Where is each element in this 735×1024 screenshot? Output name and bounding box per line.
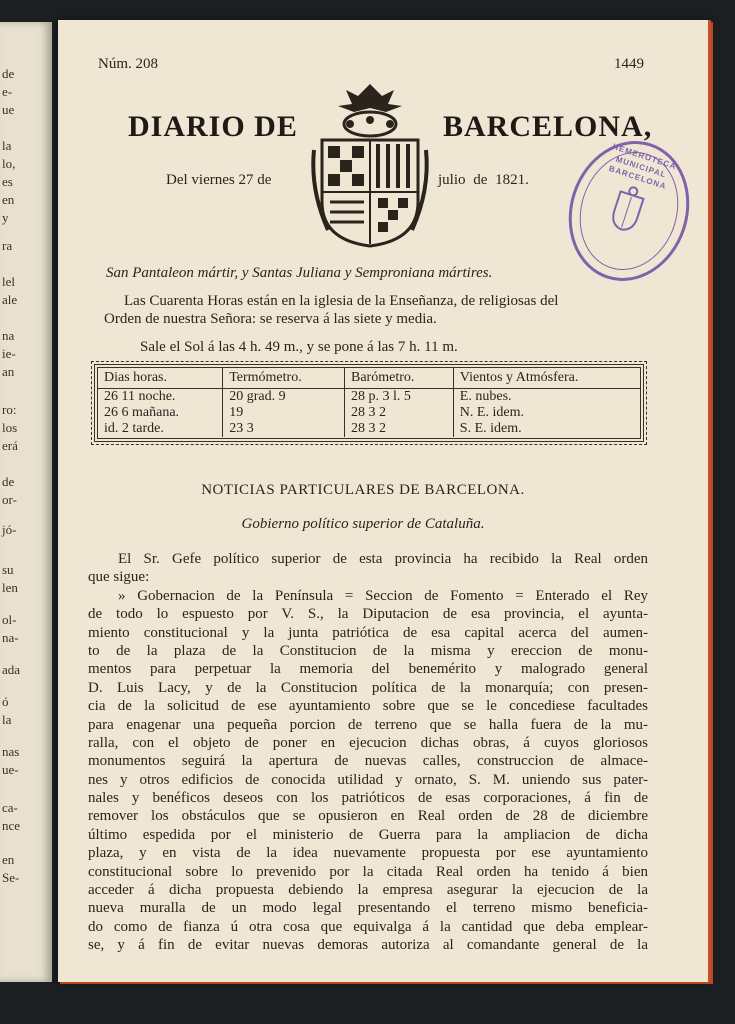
adjacent-page-fragment: erá <box>2 438 18 453</box>
adjacent-page-fragment: lel <box>2 274 15 289</box>
subsection-title: Gobierno político superior de Cataluña. <box>241 516 485 532</box>
weather-cell: 26 6 mañana. <box>98 405 223 421</box>
masthead-title-left: DIARIO DE <box>128 110 298 143</box>
adjacent-page-fragment: ra <box>2 238 13 253</box>
weather-col-barometro: Barómetro. <box>345 368 454 389</box>
adjacent-page-fragment: e- <box>2 84 13 99</box>
adjacent-page-fragment: na <box>2 328 15 343</box>
adjacent-page-fragment: en <box>2 192 15 207</box>
article-line: » Gobernacion de la Península = Seccion de Fomento = Enterado el Rey <box>118 587 648 604</box>
adjacent-page-fragment: de <box>2 66 15 81</box>
adjacent-page-fragment: an <box>2 364 15 379</box>
article-line: miento constitucional y la junta patriótica de esa capital acerca del aumen- <box>88 624 648 641</box>
article-line: monumentos seguirá la apertura de nuevas calles, construccion de almace- <box>88 753 648 770</box>
weather-header-row <box>98 368 640 389</box>
article-line: ralla, con el objeto de poner en ejecucion dichas obras, á cuyos gloriosos <box>88 734 648 751</box>
article-line: do como de fianza ú otra cosa que equivalga á la cantidad que deba emplear- <box>88 918 648 935</box>
adjacent-page-fragment: jó- <box>2 522 17 537</box>
article-line: para enagenar una pequeña porcion de terreno que se halla fuera de la mu- <box>88 716 648 733</box>
article-line: plaza, y en vista de la idea nuevamente propuesta por ese ayuntamiento <box>88 845 648 862</box>
weather-cell: 26 11 noche. <box>98 389 223 406</box>
weather-row <box>98 389 640 406</box>
article-line: El Sr. Gefe político superior de esta provincia ha recibido la Real orden <box>118 551 648 567</box>
article-line: constitucional sobre lo prevenido por la citada Real orden ha tenido á bien <box>88 863 648 880</box>
weather-cell: E. nubes. <box>459 389 512 404</box>
weather-cell: S. E. idem. <box>459 421 522 436</box>
adjacent-page-fragment: la <box>2 138 12 153</box>
adjacent-page-fragment: na- <box>2 630 19 645</box>
adjacent-page-fragment: ro: <box>2 402 17 417</box>
adjacent-page-fragment: de <box>2 474 15 489</box>
adjacent-page-fragment: lo, <box>2 156 16 171</box>
adjacent-page-fragment: ue <box>2 102 15 117</box>
weather-cell: 28 3 2 <box>345 421 454 437</box>
article-line: último espedida por el ministerio de Guerra para la ampliacion de dicha <box>88 826 648 843</box>
weather-cell: 28 3 2 <box>345 405 454 421</box>
article-body <box>88 550 648 955</box>
weather-col-vientos: Vientos y Atmósfera. <box>453 368 640 389</box>
adjacent-page-fragment: la <box>2 712 12 727</box>
cuarenta-horas-line-1: Las Cuarenta Horas están en la iglesia de la Enseñanza, de religiosas del <box>124 293 559 309</box>
issue-number: Núm. 208 <box>98 56 158 72</box>
cuarenta-horas-line-2: Orden de nuestra Señora: se reserva á las siete y media. <box>104 311 437 327</box>
weather-cell: 20 grad. 9 <box>223 389 345 406</box>
library-stamp <box>551 125 707 297</box>
article-line: nueva muralla de un modo legal presentando el terreno mismo beneficia- <box>88 900 648 917</box>
date-left: Del viernes 27 de <box>166 172 272 188</box>
weather-row <box>98 405 640 421</box>
adjacent-page-fragment: ie- <box>2 346 16 361</box>
adjacent-page-fragment: los <box>2 420 18 435</box>
article-line: remover los obstáculos que se opusieron en Real orden de 28 de diciembre <box>88 808 648 825</box>
adjacent-page-fragment: ca- <box>2 800 18 815</box>
weather-cell: 19 <box>223 405 345 421</box>
weather-row <box>98 421 640 437</box>
stamp-text: HEMEROTECA MUNICIPAL BARCELONA <box>607 142 678 192</box>
article-line: de todo lo espuesto por V. S., la Diputacion de esa provincia, el ayunta- <box>88 606 648 623</box>
adjacent-page-fragment: ale <box>2 292 18 307</box>
adjacent-page-edge <box>0 22 52 982</box>
weather-table <box>94 364 644 442</box>
weather-cell: 28 p. 3 l. 5 <box>345 389 454 406</box>
weather-cell: id. 2 tarde. <box>98 421 223 437</box>
page-number: 1449 <box>614 56 644 72</box>
masthead-title-right: BARCELONA, <box>443 110 653 143</box>
sunrise-sunset: Sale el Sol á las 4 h. 49 m., y se pone á las 7 h. 11 m. <box>140 339 458 355</box>
adjacent-page-fragment: or- <box>2 492 17 507</box>
article-line: cia de la solicitud de ese ayuntamiento sobre que se le concediese facultades <box>88 698 648 715</box>
adjacent-page-fragment: nce <box>2 818 21 833</box>
adjacent-page-fragment: ada <box>2 662 21 677</box>
adjacent-page-fragment: en <box>2 852 15 867</box>
adjacent-page-fragment: ó <box>2 694 9 709</box>
adjacent-page-fragment: len <box>2 580 18 595</box>
article-line: se, y á fin de evitar nuevas demoras autoriza al comandante general de la <box>88 937 648 954</box>
article-line: nales y benéficos deseos con los patrióticos de esas corporaciones, á fin de <box>88 790 648 807</box>
adjacent-page-fragment: Se- <box>2 870 20 885</box>
article-line: que sigue: <box>88 569 150 586</box>
article-line: nes y otros edificios de conocida utilidad y ornato, S. M. uniendo sus pater- <box>88 771 648 788</box>
section-title: NOTICIAS PARTICULARES DE BARCELONA. <box>201 482 525 498</box>
article-line: D. Luis Lacy, y de la Constitucion política de la monarquía; con presen- <box>88 679 648 696</box>
saints-of-the-day: San Pantaleon mártir, y Santas Juliana y Semproniana mártires. <box>106 265 493 281</box>
weather-col-termometro: Termómetro. <box>223 368 345 389</box>
coat-of-arms-icon <box>308 80 433 250</box>
article-line: to de la plaza de la Constitucion de la misma y ereccion de monu- <box>88 642 648 659</box>
date-right: julio de 1821. <box>438 172 529 188</box>
weather-cell: N. E. idem. <box>459 405 524 420</box>
newspaper-page <box>58 20 711 982</box>
adjacent-page-fragment: ue- <box>2 762 19 777</box>
article-line: mentos para perpetuar la memoria del benemérito y malogrado general <box>88 661 648 678</box>
adjacent-page-fragment: es <box>2 174 13 189</box>
weather-col-dias: Dias horas. <box>98 368 223 389</box>
adjacent-page-fragment: y <box>2 210 9 225</box>
adjacent-page-fragment: nas <box>2 744 20 759</box>
weather-cell: 23 3 <box>223 421 345 437</box>
adjacent-page-fragment: su <box>2 562 14 577</box>
adjacent-page-fragment: ol- <box>2 612 17 627</box>
article-line: acceder á dicha propuesta debiendo la empresa asegurar la ejecucion de la <box>88 882 648 899</box>
